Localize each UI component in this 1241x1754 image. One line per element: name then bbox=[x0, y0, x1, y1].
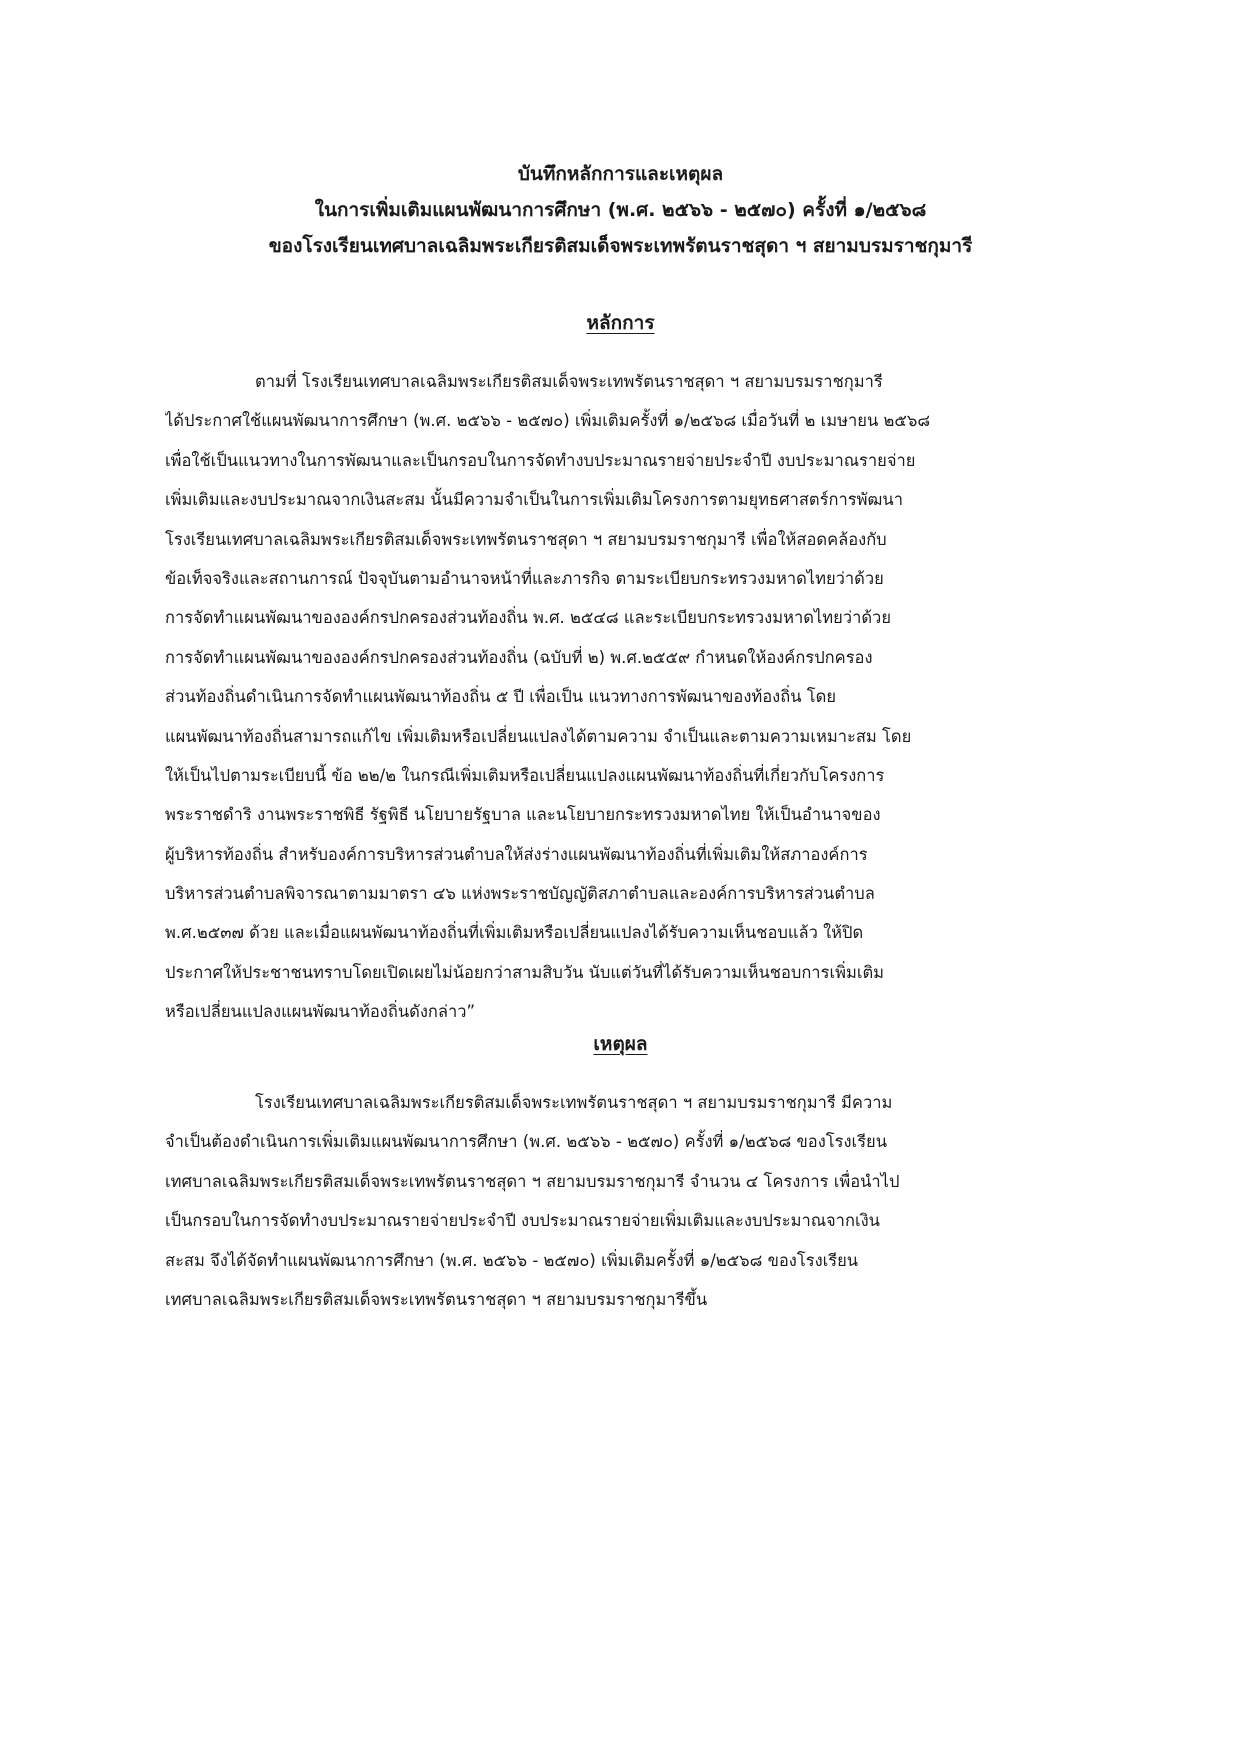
title-line-3: ของโรงเรียนเทศบาลเฉลิมพระเกียรติสมเด็จพระเทพรัตนราชสุดา ฯ สยามบรมราชกุมารี bbox=[268, 235, 973, 257]
principles-paragraph bbox=[165, 362, 1076, 1032]
principles-heading: หลักการ bbox=[586, 312, 655, 334]
reasons-line: จำเป็นต้องดำเนินการเพิ่มเติมแผนพัฒนาการศึกษา (พ.ศ. ๒๕๖๖ - ๒๕๗๐) ครั้งที่ ๑/๒๕๖๘ ของโรงเรียน bbox=[165, 1132, 888, 1152]
principles-line: โรงเรียนเทศบาลเฉลิมพระเกียรติสมเด็จพระเทพรัตนราชสุดา ฯ สยามบรมราชกุมารี เพื่อให้สอดคล้องกับ bbox=[165, 529, 887, 549]
principles-line: เพื่อใช้เป็นแนวทางในการพัฒนาและเป็นกรอบในการจัดทำงบประมาณรายจ่ายประจำปี งบประมาณรายจ่าย bbox=[165, 450, 916, 470]
principles-line: การจัดทำแผนพัฒนาขององค์กรปกครองส่วนท้องถิ่น (ฉบับที่ ๒) พ.ศ.๒๕๕๙ กำหนดให้องค์กรปกครอง bbox=[165, 647, 873, 667]
reasons-line: สะสม จึงได้จัดทำแผนพัฒนาการศึกษา (พ.ศ. ๒๕๖๖ - ๒๕๗๐) เพิ่มเติมครั้งที่ ๑/๒๕๖๘ ของโรงเรียน bbox=[165, 1250, 859, 1270]
reasons-paragraph bbox=[165, 1083, 1076, 1319]
principles-line: ได้ประกาศใช้แผนพัฒนาการศึกษา (พ.ศ. ๒๕๖๖ - ๒๕๗๐) เพิ่มเติมครั้งที่ ๑/๒๕๖๘ เมื่อวันที่ ๒ เมษายน ๒๕๖๘ bbox=[165, 411, 931, 431]
document-title bbox=[160, 156, 1081, 264]
principles-line: ให้เป็นไปตามระเบียบนี้ ข้อ ๒๒/๒ ในกรณีเพิ่มเติมหรือเปลี่ยนแปลงแผนพัฒนาท้องถิ่นที่เกี่ยวกับโครงการ bbox=[165, 765, 885, 785]
principles-line: แผนพัฒนาท้องถิ่นสามารถแก้ไข เพิ่มเติมหรือเปลี่ยนแปลงได้ตามความ จำเป็นและตามความเหมาะสม โดย bbox=[165, 726, 912, 746]
reasons-line: เทศบาลเฉลิมพระเกียรติสมเด็จพระเทพรัตนราชสุดา ฯ สยามบรมราชกุมารีขึ้น bbox=[165, 1289, 708, 1309]
reasons-heading: เหตุผล bbox=[593, 1033, 648, 1055]
reasons-line: เป็นกรอบในการจัดทำงบประมาณรายจ่ายประจำปี งบประมาณรายจ่ายเพิ่มเติมและงบประมาณจากเงิน bbox=[165, 1211, 880, 1231]
title-line-2: ในการเพิ่มเติมแผนพัฒนาการศึกษา (พ.ศ. ๒๕๖๖ - ๒๕๗๐) ครั้งที่ ๑/๒๕๖๘ bbox=[314, 199, 927, 221]
reasons-line: เทศบาลเฉลิมพระเกียรติสมเด็จพระเทพรัตนราชสุดา ฯ สยามบรมราชกุมารี จำนวน ๔ โครงการ เพื่อนำไป bbox=[165, 1171, 900, 1191]
principles-line: ข้อเท็จจริงและสถานการณ์ ปัจจุบันตามอำนาจหน้าที่และภารกิจ ตามระเบียบกระทรวงมหาดไทยว่าด้วย bbox=[165, 568, 884, 588]
principles-line: พ.ศ.๒๕๓๗ ด้วย และเมื่อแผนพัฒนาท้องถิ่นที่เพิ่มเติมหรือเปลี่ยนแปลงได้รับความเห็นชอบแล้ว ให้ปิด bbox=[165, 923, 864, 943]
title-line-1: บันทึกหลักการและเหตุผล bbox=[517, 163, 724, 185]
principles-line: เพิ่มเติมและงบประมาณจากเงินสะสม นั้นมีความจำเป็นในการเพิ่มเติมโครงการตามยุทธศาสตร์การพัฒนา bbox=[165, 490, 903, 510]
principles-line: พระราชดำริ งานพระราชพิธี รัฐพิธี นโยบายรัฐบาล และนโยบายกระทรวงมหาดไทย ให้เป็นอำนาจของ bbox=[165, 805, 881, 825]
principles-line: บริหารส่วนตำบลพิจารณาตามมาตรา ๔๖ แห่งพระราชบัญญัติสภาตำบลและองค์การบริหารส่วนตำบล bbox=[165, 884, 875, 904]
principles-line: หรือเปลี่ยนแปลงแผนพัฒนาท้องถิ่นดังกล่าว” bbox=[165, 1002, 476, 1022]
principles-line: การจัดทำแผนพัฒนาขององค์กรปกครองส่วนท้องถิ่น พ.ศ. ๒๕๔๘ และระเบียบกระทรวงมหาดไทยว่าด้วย bbox=[165, 608, 891, 628]
principles-line: ประกาศให้ประชาชนทราบโดยเปิดเผยไม่น้อยกว่าสามสิบวัน นับแต่วันที่ได้รับความเห็นชอบการเพิ่มเติม bbox=[165, 962, 885, 982]
principles-line: ตามที่ โรงเรียนเทศบาลเฉลิมพระเกียรติสมเด็จพระเทพรัตนราชสุดา ฯ สยามบรมราชกุมารี bbox=[255, 372, 883, 391]
principles-line: ผู้บริหารท้องถิ่น สำหรับองค์การบริหารส่วนตำบลให้ส่งร่างแผนพัฒนาท้องถิ่นที่เพิ่มเติมให้สภาองค์การ bbox=[165, 844, 868, 864]
reasons-line: โรงเรียนเทศบาลเฉลิมพระเกียรติสมเด็จพระเทพรัตนราชสุดา ฯ สยามบรมราชกุมารี มีความ bbox=[255, 1093, 893, 1112]
principles-line: ส่วนท้องถิ่นดำเนินการจัดทำแผนพัฒนาท้องถิ่น ๕ ปี เพื่อเป็น แนวทางการพัฒนาของท้องถิ่น โดย bbox=[165, 687, 836, 707]
